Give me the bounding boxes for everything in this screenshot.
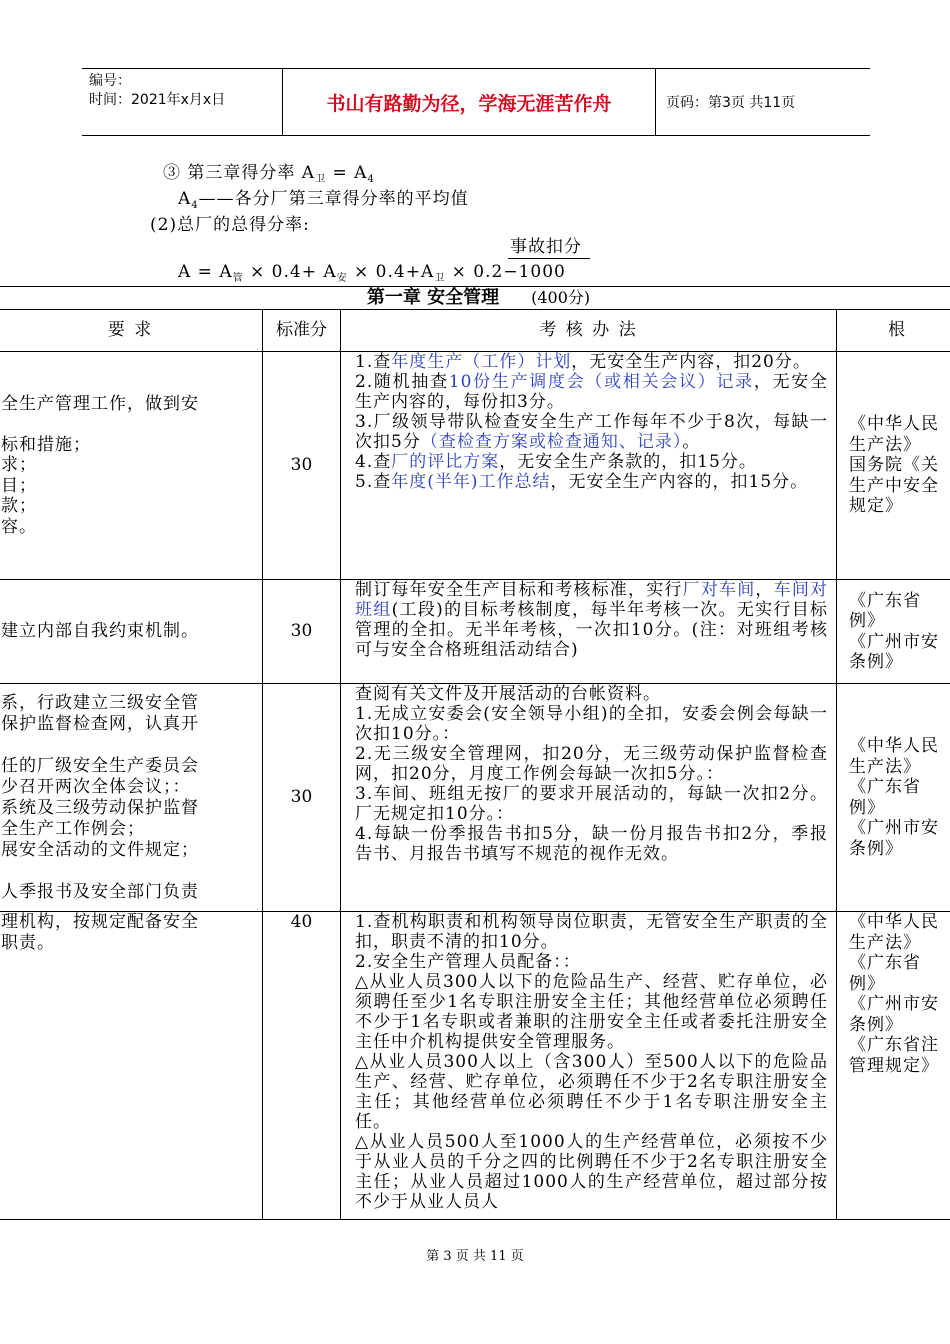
basis-line: 规定》 bbox=[849, 496, 903, 517]
method-text: 1.查 bbox=[355, 352, 392, 372]
basis-line: 生产法》 bbox=[849, 932, 921, 953]
requirement-line: 系统及三级劳动保护监督 bbox=[1, 797, 199, 818]
method-text: 制订每年安全生产目标和考核标准，实行 bbox=[355, 580, 683, 600]
method-item bbox=[355, 912, 828, 952]
basis-line: 《广州市安 bbox=[849, 818, 939, 838]
basis-line: 生产法》 bbox=[849, 756, 921, 777]
basis-cell bbox=[837, 684, 950, 912]
requirement-line: 容。 bbox=[1, 516, 37, 537]
basis-line: 生产法》 bbox=[849, 434, 921, 455]
basis-line: 条例》 bbox=[849, 652, 903, 672]
requirement-line: 展安全活动的文件规定； bbox=[1, 839, 199, 860]
requirement-line: 全生产管理工作，做到安 bbox=[1, 393, 199, 414]
basis-line: 《广东省 bbox=[849, 590, 921, 611]
formula-line: $A = A_管 \times 0.4+ A_安 \times 0.4+A_卫 \times 0.2-1000$ bbox=[178, 262, 566, 284]
method-cell bbox=[341, 352, 837, 580]
method-text: ，无安全生产内容的，每份扣3分。 bbox=[355, 372, 829, 412]
preamble-line-2: $A_4——$各分厂第三章得分率的平均值 bbox=[178, 189, 469, 211]
header-requirement: 要 求 bbox=[0, 310, 263, 352]
basis-line: 国务院《关 bbox=[849, 455, 939, 476]
table-row bbox=[0, 912, 950, 1220]
method-item bbox=[355, 580, 828, 660]
method-text: 4.查 bbox=[355, 452, 392, 472]
basis-line: 《广东省 bbox=[849, 777, 921, 797]
chapter-title: 第一章 安全管理 bbox=[366, 287, 500, 308]
basis-line: 例》 bbox=[849, 797, 885, 818]
basis-line: 《广东省注 bbox=[849, 1035, 939, 1055]
table-caption bbox=[0, 287, 950, 310]
basis-line: 《广州市安 bbox=[849, 631, 939, 652]
highlighted-text: 10份生产调度会（或相关会议）记录 bbox=[448, 372, 754, 392]
preamble-line-1: ③ 第三章得分率 $A_卫 = A_4$ bbox=[163, 163, 375, 185]
method-cell bbox=[341, 580, 837, 684]
header-basis: 根 bbox=[837, 310, 950, 352]
basis-line: 条例》 bbox=[849, 1014, 903, 1035]
page-footer: 第 3 页 共 11 页 bbox=[426, 1249, 524, 1264]
table-row bbox=[0, 352, 950, 580]
method-item bbox=[355, 972, 828, 1052]
highlighted-text: 车间对班组 bbox=[355, 580, 829, 620]
method-text: 5.查 bbox=[355, 472, 392, 492]
method-text: ，无安全生产内容，扣20分。 bbox=[571, 352, 811, 372]
requirement-line: 求； bbox=[1, 455, 37, 476]
preamble-line-3: (2)总厂的总得分率: bbox=[150, 215, 310, 235]
method-item bbox=[355, 412, 828, 452]
requirement-line: 款； bbox=[1, 496, 37, 517]
basis-cell bbox=[837, 580, 950, 684]
basis-line: 《中华人民 bbox=[849, 912, 939, 932]
basis-line: 例》 bbox=[849, 611, 885, 631]
method-text: ， bbox=[755, 580, 774, 600]
standard-cell: 30 bbox=[263, 352, 341, 580]
assessment-table bbox=[0, 286, 950, 1220]
method-text: 2.无三级安全管理网，扣20分，无三级劳动保护监督检查网，扣20分，月度工作例会每缺一次扣5分。： bbox=[355, 744, 828, 784]
basis-line: 管理规定》 bbox=[849, 1055, 939, 1076]
method-text: 1.无成立安委会(安全领导小组)的全扣，安委会例会每缺一次扣10分。： bbox=[355, 704, 828, 744]
method-text: 2.安全生产管理人员配备：： bbox=[355, 952, 581, 972]
method-text: 4.每缺一份季报告书扣5分，缺一份月报告书扣2分，季报告书、月报告书填写不规范的视作无效。 bbox=[355, 824, 828, 864]
method-text: △从业人员500人至1000人的生产经营单位，必须按不少于从业人员的千分之四的比例聘任不少于2名专职注册安全主任；从业人员超过1000人的生产经营单位，超过部分按不少于从业人员人 bbox=[355, 1132, 828, 1212]
method-text: 2.随机抽查 bbox=[355, 372, 449, 392]
method-item bbox=[355, 784, 828, 824]
requirement-line: 目； bbox=[1, 475, 37, 496]
method-text: (工段)的目标考核制度，每半年考核一次。无实行目标管理的全扣。无半年考核，一次扣10分。(注：对班组考核可与安全合格班组活动结合) bbox=[355, 600, 829, 660]
method-item bbox=[355, 744, 828, 784]
header-standard: 标准分 bbox=[263, 310, 341, 352]
basis-cell bbox=[837, 352, 950, 580]
basis-line: 生产中安全 bbox=[849, 475, 939, 496]
method-text: 3.厂级领导带队检查安全生产工作每年不少于8次，每缺一次扣5分 bbox=[355, 412, 828, 452]
header-divider bbox=[655, 69, 656, 135]
method-text: 。 bbox=[682, 432, 701, 452]
highlighted-text: 年度(半年)工作总结 bbox=[391, 472, 551, 492]
requirement-line: 系，行政建立三级安全管 bbox=[1, 692, 199, 713]
requirement-line bbox=[1, 414, 262, 435]
highlighted-text: 厂对车间 bbox=[682, 580, 756, 600]
header-meta bbox=[89, 72, 225, 110]
method-item bbox=[355, 372, 828, 412]
method-cell bbox=[341, 912, 837, 1220]
standard-cell: 30 bbox=[263, 580, 341, 684]
requirement-line: 职责。 bbox=[1, 932, 55, 953]
highlighted-text: （查检查方案或检查通知、记录） bbox=[420, 432, 683, 452]
chapter-score: (400分) bbox=[531, 288, 591, 307]
header-method: 考 核 办 法 bbox=[341, 310, 837, 352]
method-cell bbox=[341, 684, 837, 912]
header-page-label: 页码：第3页 共11页 bbox=[666, 95, 796, 111]
page-header bbox=[82, 68, 870, 136]
requirement-line: 建立内部自我约束机制。 bbox=[1, 621, 199, 642]
requirement-line: 全生产工作例会； bbox=[1, 818, 145, 839]
standard-cell: 40 bbox=[263, 912, 341, 1220]
basis-line: 例》 bbox=[849, 973, 885, 994]
standard-cell: 30 bbox=[263, 684, 341, 912]
method-text: △从业人员300人以上（含300人）至500人以下的危险品生产、经营、贮存单位，必须聘任不少于2名专职注册安全主任；其他经营单位必须聘任不少于1名专职注册安全主任。 bbox=[355, 1052, 828, 1132]
method-text: ，无安全生产内容的，扣15分。 bbox=[550, 472, 809, 492]
table-row bbox=[0, 580, 950, 684]
method-item bbox=[355, 704, 828, 744]
requirement-line: 少召开两次全体会议；： bbox=[1, 776, 191, 797]
basis-line: 《广东省 bbox=[849, 953, 921, 973]
requirement-line: 理机构，按规定配备安全 bbox=[1, 912, 199, 932]
requirement-line bbox=[1, 861, 262, 882]
basis-line: 《广州市安 bbox=[849, 994, 939, 1014]
requirement-line: 任的厂级安全生产委员会 bbox=[1, 755, 199, 776]
method-item bbox=[355, 1132, 828, 1212]
formula-fraction-bar bbox=[508, 258, 590, 259]
requirement-cell bbox=[0, 352, 263, 580]
formula-numerator: 事故扣分 bbox=[510, 237, 582, 257]
highlighted-text: 厂的评比方案 bbox=[391, 452, 500, 472]
code-label: 编号： bbox=[89, 73, 131, 89]
method-text: ，无安全生产条款的，扣15分。 bbox=[499, 452, 757, 472]
time-label: 时间：2021年x月x日 bbox=[89, 92, 226, 108]
basis-line: 《中华人民 bbox=[849, 736, 939, 756]
method-item bbox=[355, 472, 828, 492]
method-item bbox=[355, 824, 828, 864]
method-item bbox=[355, 452, 828, 472]
header-motto: 书山有路勤为径，学海无涯苦作舟 bbox=[326, 92, 612, 115]
method-text: 查阅有关文件及开展活动的台帐资料。 bbox=[355, 684, 661, 704]
highlighted-text: 年度生产（工作）计划 bbox=[391, 352, 572, 372]
method-text: 3.车间、班组无按厂的要求开展活动的，每缺一次扣2分。厂无规定扣10分。： bbox=[355, 784, 828, 824]
requirement-cell bbox=[0, 580, 263, 684]
method-item bbox=[355, 1052, 828, 1132]
method-text: 1.查机构职责和机构领导岗位职责，无管安全生产职责的全扣，职责不清的扣10分。 bbox=[355, 912, 828, 952]
table-row bbox=[0, 684, 950, 912]
requirement-line bbox=[1, 735, 262, 756]
method-item bbox=[355, 352, 828, 372]
requirement-cell bbox=[0, 684, 263, 912]
requirement-line: 保护监督检查网，认真开 bbox=[1, 713, 199, 734]
method-text: △从业人员300人以下的危险品生产、经营、贮存单位，必须聘任至少1名专职注册安全主任；其他经营单位必须聘任不少于1名专职或者兼职的注册安全主任或者委托注册安全主任中介机构提供安全管理服务。 bbox=[355, 972, 828, 1052]
requirement-line: 标和措施； bbox=[1, 434, 91, 455]
method-item bbox=[355, 684, 828, 704]
basis-cell bbox=[837, 912, 950, 1220]
requirement-line: 人季报书及安全部门负责 bbox=[1, 881, 199, 902]
requirement-cell bbox=[0, 912, 263, 1220]
basis-line: 条例》 bbox=[849, 838, 903, 859]
basis-line: 《中华人民 bbox=[849, 414, 939, 435]
method-item bbox=[355, 952, 828, 972]
